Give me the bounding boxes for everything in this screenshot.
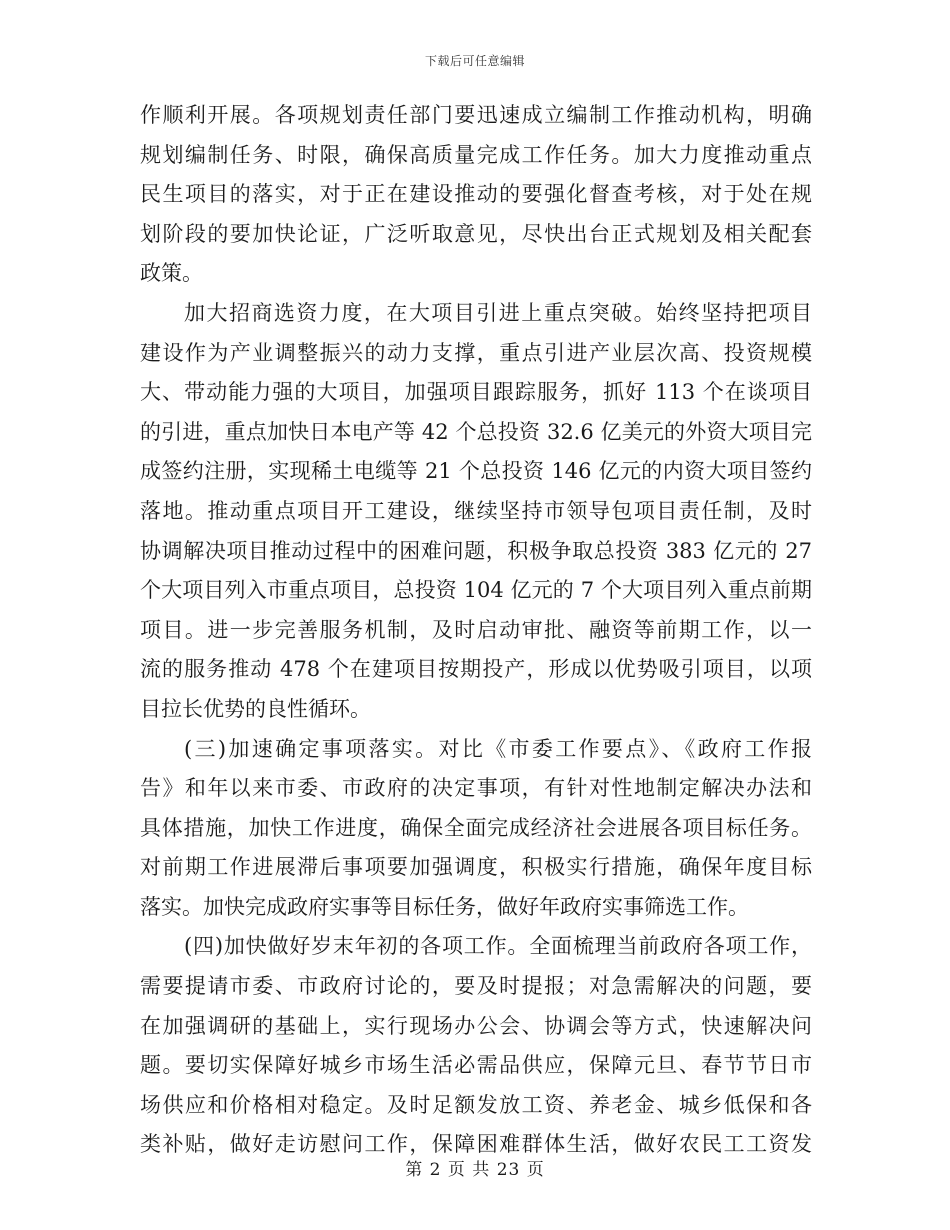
text-line: 协调解决项目推动过程中的困难问题，积极争取总投资 383 亿元的 27: [140, 538, 812, 563]
page-header: 下载后可任意编辑: [424, 54, 525, 68]
text-line: 成签约注册，实现稀土电缆等 21 个总投资 146 亿元的内资大项目签约: [140, 459, 812, 484]
text-line: 落实。加快完成政府实事等目标任务，做好年政府实事筛选工作。: [140, 894, 749, 919]
page-footer: 第 2 页 共 23 页: [405, 1160, 545, 1180]
text-line: 需要提请市委、市政府讨论的，要及时提报；对急需解决的问题，要: [140, 974, 812, 999]
text-line: 民生项目的落实，对于正在建设推动的要强化督查考核，对于处在规: [140, 182, 812, 207]
text-line: 政策。: [140, 261, 203, 286]
text-line: 目拉长优势的良性循环。: [140, 696, 371, 721]
text-line: 流的服务推动 478 个在建项目按期投产，形成以优势吸引项目，以项: [140, 657, 812, 682]
text-line: 项目。进一步完善服务机制，及时启动审批、融资等前期工作，以一: [140, 617, 812, 642]
text-line: 告》和年以来市委、市政府的决定事项，有针对性地制定解决办法和: [140, 776, 812, 801]
text-line: 建设作为产业调整振兴的动力支撑，重点引进产业层次高、投资规模: [140, 340, 812, 365]
text-line: 的引进，重点加快日本电产等 42 个总投资 32.6 亿美元的外资大项目完: [140, 419, 812, 444]
text-line: 划阶段的要加快论证，广泛听取意见，尽快出台正式规划及相关配套: [140, 221, 812, 246]
text-line: 类补贴，做好走访慰问工作，保障困难群体生活，做好农民工工资发: [140, 1132, 812, 1157]
text-line: 场供应和价格相对稳定。及时足额发放工资、养老金、城乡低保和各: [140, 1092, 812, 1117]
text-line: 规划编制任务、时限，确保高质量完成工作任务。加大力度推动重点: [140, 142, 812, 167]
text-line: 加大招商选资力度，在大项目引进上重点突破。始终坚持把项目: [184, 300, 812, 325]
text-line: 题。要切实保障好城乡市场生活必需品供应，保障元旦、春节节日市: [140, 1053, 812, 1078]
text-line: 在加强调研的基础上，实行现场办公会、协调会等方式，快速解决问: [140, 1013, 812, 1038]
document-body: [140, 96, 812, 1165]
text-line: 对前期工作进展滞后事项要加强调度，积极实行措施，确保年度目标: [140, 855, 812, 880]
text-line: 具体措施，加快工作进度，确保全面完成经济社会进展各项目标任务。: [140, 815, 812, 840]
text-line: (四)加快做好岁末年初的各项工作。全面梳理当前政府各项工作，: [184, 934, 812, 959]
text-line: 个大项目列入市重点项目，总投资 104 亿元的 7 个大项目列入重点前期: [140, 578, 812, 603]
text-line: 大、带动能力强的大项目，加强项目跟踪服务，抓好 113 个在谈项目: [140, 380, 812, 405]
text-line: (三)加速确定事项落实。对比《市委工作要点》、《政府工作报: [184, 736, 812, 761]
text-line: 落地。推动重点项目开工建设，继续坚持市领导包项目责任制，及时: [140, 498, 812, 523]
text-line: 作顺利开展。各项规划责任部门要迅速成立编制工作推动机构，明确: [140, 103, 812, 127]
